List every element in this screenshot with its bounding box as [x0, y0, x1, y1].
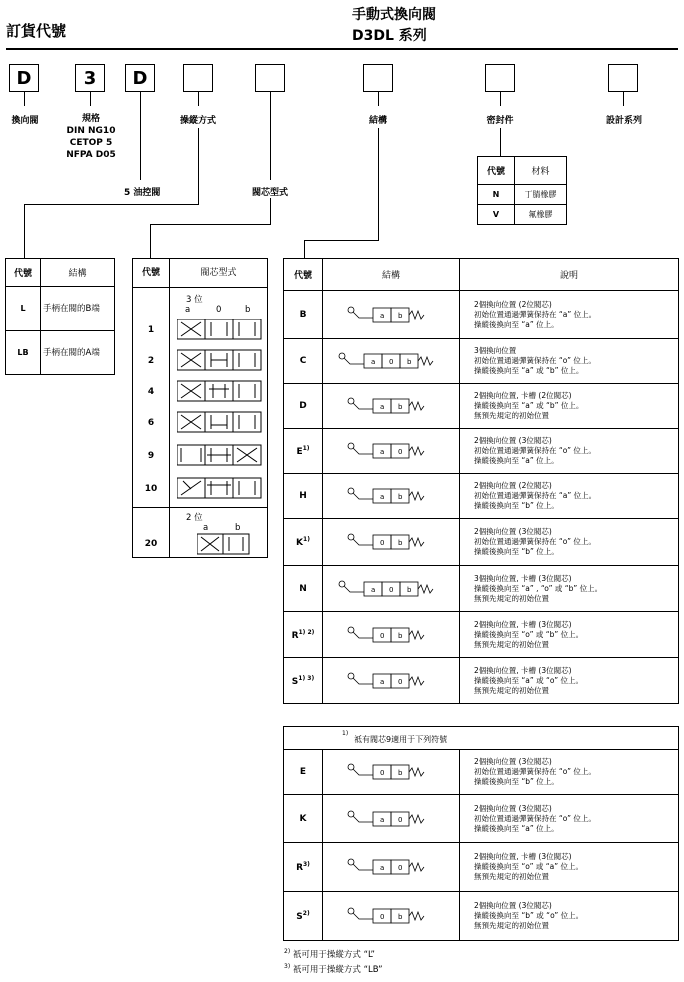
- valve-symbol: [331, 485, 451, 507]
- code-box-6: [363, 64, 393, 92]
- label-structure: 結構: [368, 116, 387, 126]
- series-title: [352, 5, 436, 47]
- structure-header-structure: 結構: [323, 259, 460, 291]
- spec-din: DIN NG10: [66, 126, 116, 136]
- valve-symbol: [331, 856, 451, 878]
- operation-header-structure: 結構: [41, 259, 115, 287]
- structure-code: [284, 519, 323, 566]
- svg-text:b: b: [398, 403, 403, 411]
- structure-desc-line: 無預先規定的初始位置: [474, 685, 549, 695]
- structure-desc-line: 2個換向位置, 卡槽 (3位閥芯): [474, 665, 572, 675]
- page-title: 訂貨代號: [6, 22, 67, 40]
- footnote-2: [284, 948, 375, 960]
- svg-text:0: 0: [389, 358, 394, 366]
- operation-header-code: 代號: [6, 259, 41, 287]
- structure-header-desc: 說明: [460, 259, 679, 291]
- seal-header-code: 代號: [478, 157, 515, 185]
- structure-symbol-cell: [323, 519, 460, 566]
- structure-desc-line: 初始位置通過彈簧保持在 “o” 位上。: [474, 356, 596, 365]
- svg-text:a: a: [380, 677, 385, 686]
- svg-text:b: b: [407, 585, 412, 594]
- structure-desc: [460, 291, 679, 339]
- structure-desc-line: 操縱後換向至 “a” , “o” 或 “b” 位上。: [474, 583, 603, 593]
- structure-desc: [460, 795, 679, 843]
- structure-code-text: R: [296, 863, 303, 873]
- structure-desc: [460, 658, 679, 704]
- structure-symbol-cell: [323, 750, 460, 795]
- structure-desc-line: 操縱後換向至 “a” 位上。: [474, 319, 559, 329]
- spool9-note: [283, 726, 679, 750]
- structure-desc: [460, 339, 679, 384]
- pos-o-label: 0: [216, 305, 222, 315]
- structure-code-text: H: [299, 491, 307, 501]
- structure-symbol-cell: [323, 843, 460, 892]
- structure-desc-line: 2個換向位置 (2位閥芯): [474, 481, 552, 490]
- structure-symbol-cell: [323, 429, 460, 474]
- structure-desc-line: 2個換向位置 (3位閥芯): [474, 527, 552, 536]
- structure-code-text: E: [296, 447, 303, 457]
- two-pos-label: 2 位: [186, 513, 203, 523]
- structure-desc-line: 初始位置通過彈簧保持在 “o” 位上。: [474, 537, 596, 546]
- svg-text:a: a: [371, 358, 376, 366]
- series-title-line1: 手動式換向閥: [352, 7, 436, 23]
- svg-text:b: b: [407, 358, 412, 366]
- structure-desc-line: 操縱後換向至 “o” 或 “a” 位上。: [474, 862, 583, 871]
- operation-code: LB: [6, 331, 41, 375]
- structure-code: [284, 750, 323, 795]
- structure-code: [284, 612, 323, 658]
- structure-desc-line: 2個換向位置 (3位閥芯): [474, 803, 552, 813]
- spool-code: 2: [147, 356, 155, 366]
- spool-header-type: 閥芯型式: [200, 268, 237, 278]
- header-rule: [6, 48, 678, 50]
- structure-code: [284, 566, 323, 612]
- structure-code-sup: 1): [303, 536, 310, 543]
- footnote-3-text: 祇可用于操縱方式 “LB”: [292, 965, 383, 975]
- spec-nfpa: NFPA D05: [66, 150, 116, 160]
- spool-symbols: [177, 319, 265, 503]
- valve-symbol: [331, 670, 451, 692]
- valve-symbol: [331, 808, 451, 830]
- structure-desc-line: 操縱後換向至 “a” 位上。: [474, 456, 559, 465]
- structure-desc-line: 操縱後換向至 “a” 或 “b” 位上。: [474, 366, 584, 375]
- code-box-1: D: [9, 64, 39, 92]
- svg-text:0: 0: [398, 677, 403, 686]
- structure-code-sup: 3): [303, 861, 310, 868]
- spool9-table: [283, 749, 679, 941]
- code-box-5: [255, 64, 285, 92]
- spool-code: 9: [147, 451, 155, 461]
- footnote-2-text: 祇可用于操縱方式 “L”: [292, 950, 375, 960]
- structure-row: [284, 750, 679, 795]
- structure-desc-line: 2個換向位置, 卡槽 (3位閥芯): [474, 852, 572, 861]
- label-seal: 密封件: [486, 116, 514, 126]
- svg-text:b: b: [398, 311, 403, 320]
- spool-code: 4: [147, 387, 155, 397]
- structure-desc: [460, 519, 679, 566]
- structure-row: [284, 892, 679, 941]
- svg-text:b: b: [398, 769, 403, 777]
- label-design: 設計系列: [605, 116, 642, 126]
- structure-code-text: K: [299, 813, 307, 824]
- svg-text:a: a: [380, 864, 385, 872]
- pos-b-label: b: [245, 305, 251, 315]
- svg-text:a: a: [380, 815, 385, 824]
- spool-code: 1: [147, 325, 155, 335]
- svg-text:0: 0: [398, 864, 403, 872]
- structure-desc-line: 操縱後換向至 “a” 或 “b” 位上。: [474, 401, 584, 410]
- structure-desc-line: 無預先規定的初始位置: [474, 872, 549, 881]
- valve-symbol: [331, 304, 451, 326]
- structure-row: [284, 795, 679, 843]
- code-box-8: [608, 64, 638, 92]
- structure-code: [284, 843, 323, 892]
- structure-code: [284, 474, 323, 519]
- structure-code-text: S: [291, 676, 299, 687]
- seal-material: 氟橡膠: [515, 205, 567, 225]
- label-spool: 閥芯型式: [251, 188, 288, 198]
- seal-material: 丁腈橡膠: [515, 185, 567, 205]
- svg-text:a: a: [380, 311, 385, 320]
- structure-desc-line: 操縱後換向至 “a” 或 “o” 位上。: [474, 675, 583, 685]
- svg-text:b: b: [398, 539, 403, 547]
- valve-symbol: [331, 440, 451, 462]
- spec-title: 規格: [81, 114, 100, 124]
- structure-row: [284, 658, 679, 704]
- code-box-7: [485, 64, 515, 92]
- structure-symbol-cell: [323, 384, 460, 429]
- structure-row: [284, 339, 679, 384]
- spool-code-20: 20: [144, 539, 158, 549]
- structure-code-sup: 1) 2): [298, 628, 315, 636]
- structure-code: [284, 429, 323, 474]
- svg-text:0: 0: [380, 913, 385, 921]
- footnote-2-sup: 2): [284, 948, 291, 956]
- structure-desc-line: 操縱後換向至 “b” 位上。: [474, 501, 559, 510]
- valve-symbol: [331, 350, 451, 372]
- structure-desc-line: 無預先規定的初始位置: [474, 639, 549, 649]
- structure-code-text: B: [299, 309, 307, 320]
- svg-text:b: b: [398, 631, 403, 640]
- structure-code-text: S: [296, 912, 303, 922]
- svg-text:0: 0: [389, 585, 394, 594]
- spool-code: 6: [147, 418, 155, 428]
- structure-row: [284, 566, 679, 612]
- code-box-3: D: [125, 64, 155, 92]
- structure-code: [284, 795, 323, 843]
- structure-row: [284, 384, 679, 429]
- svg-text:a: a: [380, 448, 385, 456]
- structure-desc: [460, 474, 679, 519]
- operation-desc: 手柄在閥的A端: [41, 331, 115, 375]
- series-title-line2: D3DL 系列: [352, 28, 427, 44]
- structure-desc-line: 初始位置通過彈簧保持在 “o” 位上。: [474, 767, 596, 776]
- structure-row: [284, 429, 679, 474]
- structure-symbol-cell: [323, 612, 460, 658]
- structure-row: [284, 843, 679, 892]
- structure-symbol-cell: [323, 339, 460, 384]
- structure-desc-line: 操縱後換向至 “b” 或 “o” 位上。: [474, 911, 584, 920]
- seal-table: [477, 156, 567, 225]
- label-direction-valve: 換向閥: [11, 116, 39, 126]
- spool-table: [132, 258, 268, 558]
- structure-desc-line: 無預先規定的初始位置: [474, 593, 549, 603]
- structure-code-sup: 1) 3): [298, 674, 315, 682]
- structure-desc-line: 無預先規定的初始位置: [474, 411, 549, 420]
- structure-code: [284, 892, 323, 941]
- structure-desc-line: 操縱後換向至 “o” 或 “b” 位上。: [474, 629, 584, 639]
- structure-code: [284, 339, 323, 384]
- footnote-3: [284, 963, 383, 975]
- structure-desc-line: 2個換向位置 (3位閥芯): [474, 901, 552, 910]
- structure-row: [284, 519, 679, 566]
- structure-code: [284, 658, 323, 704]
- svg-text:0: 0: [380, 539, 385, 547]
- structure-symbol-cell: [323, 658, 460, 704]
- structure-code-text: E: [299, 767, 307, 777]
- structure-code-sup: 1): [302, 445, 310, 452]
- footnote-3-sup: 3): [284, 963, 291, 971]
- spool9-note-sup: 1): [342, 730, 349, 737]
- spool-symbol-20: [197, 533, 253, 555]
- structure-code-text: R: [291, 630, 299, 641]
- structure-code-text: C: [299, 356, 307, 366]
- seal-code: V: [478, 205, 515, 225]
- label-operation: 操縱方式: [179, 116, 216, 126]
- svg-text:0: 0: [380, 631, 385, 640]
- structure-code-text: D: [299, 401, 307, 411]
- structure-row: [284, 474, 679, 519]
- structure-symbol-cell: [323, 566, 460, 612]
- structure-desc-line: 2個換向位置 (2位閥芯): [474, 299, 552, 309]
- structure-symbol-cell: [323, 291, 460, 339]
- structure-desc-line: 2個換向位置, 卡槽 (3位閥芯): [474, 619, 572, 629]
- structure-symbol-cell: [323, 474, 460, 519]
- seal-header-material: 材料: [515, 157, 567, 185]
- structure-desc-line: 操縱後換向至 “a” 位上。: [474, 823, 559, 833]
- operation-code: L: [6, 287, 41, 331]
- code-box-4: [183, 64, 213, 92]
- spool9-note-text: 祗有閥芯9適用于下列符號: [354, 735, 448, 744]
- structure-desc: [460, 566, 679, 612]
- pos2-b-label: b: [235, 523, 241, 533]
- spool-code: 10: [144, 484, 158, 494]
- valve-symbol: [331, 531, 451, 553]
- svg-text:0: 0: [398, 815, 403, 824]
- structure-desc: [460, 429, 679, 474]
- structure-desc-line: 操縱後換向至 “b” 位上。: [474, 547, 559, 556]
- structure-desc-line: 無預先規定的初始位置: [474, 921, 549, 930]
- pos-a-label: a: [185, 305, 191, 315]
- operation-desc: 手柄在閥的B端: [41, 287, 115, 331]
- spool-header-code: 代號: [133, 259, 170, 287]
- valve-symbol: [331, 905, 451, 927]
- structure-desc-line: 操縱後換向至 “b” 位上。: [474, 777, 559, 786]
- structure-code-text: K: [296, 538, 304, 548]
- structure-header-code: 代號: [284, 259, 323, 291]
- structure-desc-line: 2個換向位置 (3位閥芯): [474, 436, 552, 445]
- label-oil-valve: 5 油控閥: [124, 188, 161, 198]
- structure-desc-line: 初始位置通過彈簧保持在 “a” 位上。: [474, 491, 597, 500]
- spool-header: [133, 259, 267, 288]
- svg-text:0: 0: [398, 448, 403, 456]
- structure-desc-line: 初始位置通過彈簧保持在 “a” 位上。: [474, 309, 597, 319]
- structure-desc-line: 初始位置通過彈簧保持在 “o” 位上。: [474, 446, 596, 455]
- structure-symbol-cell: [323, 892, 460, 941]
- structure-desc-line: 2個換向位置, 卡槽 (2位閥芯): [474, 391, 572, 400]
- svg-text:b: b: [398, 493, 403, 501]
- valve-symbol: [331, 395, 451, 417]
- structure-code-sup: 2): [302, 910, 310, 917]
- structure-desc-line: 3個換向位置: [474, 346, 517, 355]
- structure-desc: [460, 843, 679, 892]
- svg-text:b: b: [398, 913, 403, 921]
- structure-desc: [460, 892, 679, 941]
- structure-code-text: N: [299, 583, 307, 594]
- label-spec: [60, 113, 122, 161]
- structure-desc: [460, 750, 679, 795]
- svg-text:a: a: [380, 403, 385, 411]
- pos2-a-label: a: [203, 523, 209, 533]
- structure-code: [284, 291, 323, 339]
- structure-row: [284, 612, 679, 658]
- structure-desc-line: 2個換向位置 (3位閥芯): [474, 757, 552, 766]
- seal-code: N: [478, 185, 515, 205]
- structure-row: [284, 291, 679, 339]
- svg-text:0: 0: [380, 769, 385, 777]
- spec-cetop: CETOP 5: [69, 138, 113, 148]
- structure-desc: [460, 612, 679, 658]
- structure-code: [284, 384, 323, 429]
- valve-symbol: [331, 624, 451, 646]
- code-box-2: 3: [75, 64, 105, 92]
- operation-table: [5, 258, 115, 375]
- svg-text:a: a: [371, 585, 376, 594]
- svg-text:a: a: [380, 493, 385, 501]
- three-pos-label: 3 位: [186, 295, 203, 305]
- structure-table: [283, 258, 679, 704]
- structure-desc-line: 初始位置通過彈簧保持在 “o” 位上。: [474, 813, 596, 823]
- valve-symbol: [331, 761, 451, 783]
- structure-desc-line: 3個換向位置, 卡槽 (3位閥芯): [474, 573, 572, 583]
- structure-desc: [460, 384, 679, 429]
- structure-symbol-cell: [323, 795, 460, 843]
- valve-symbol: [331, 578, 451, 600]
